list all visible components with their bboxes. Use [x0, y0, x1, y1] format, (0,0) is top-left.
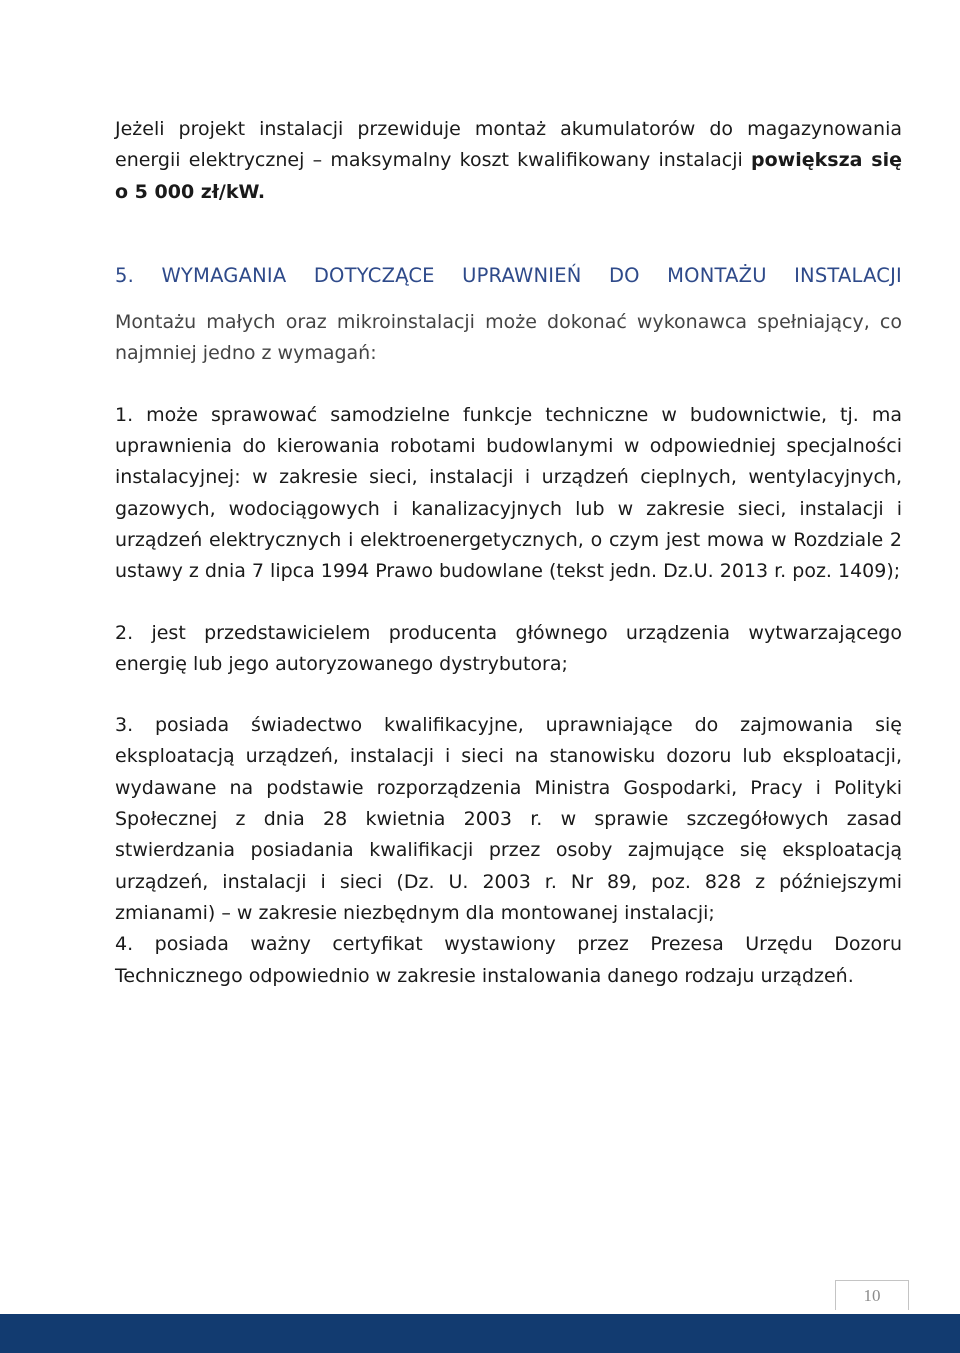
continuation-text: Jeżeli projekt instalacji przewiduje montaż akumulatorów do magazynowania energii elektrycznej – maksymalny koszt kwalifikowany instalacji [115, 118, 902, 172]
continuation-paragraph [115, 114, 902, 208]
section-number: 5. [115, 263, 135, 287]
section-heading-word: MONTAŻU [667, 263, 767, 287]
intro-paragraph: Montażu małych oraz mikroinstalacji może dokonać wykonawca spełniający, co najmniej jedno z wymagań: [115, 311, 902, 365]
requirement-item-2: 2. jest przedstawicielem producenta głównego urządzenia wytwarzającego energię lub jego autoryzowanego dystrybutora; [115, 621, 902, 675]
page-number-box [835, 1280, 909, 1310]
footer-bar [0, 1314, 960, 1353]
document-body [115, 114, 902, 992]
section-heading [115, 260, 902, 291]
continuation-bold-text: powiększa się o 5 000 zł/kW. [115, 149, 902, 203]
requirement-item-1: 1. może sprawować samodzielne funkcje techniczne w budownictwie, tj. ma uprawnienia do kierowania robotami budowlanymi w odpowiedniej specjalności instalacyjnej: w zakresie sieci, instalacji i urządzeń cieplnych, wentylacyjnych, gazowych, wodociągowych i kanalizacyjnych lub w zakresie sieci, instalacji i urządzeń elektrycznych i elektroenergetycznych, o czym jest mowa w Rozdziale 2 ustawy z dnia 7 lipca 1994 Prawo budowlane (tekst jedn. Dz.U. 2013 r. poz. 1409); [115, 403, 902, 583]
section-heading-word: DO [608, 263, 640, 287]
section-heading-word: UPRAWNIEŃ [462, 263, 582, 287]
section-heading-word: WYMAGANIA [161, 263, 287, 287]
page-number: 10 [863, 1286, 881, 1305]
requirement-item-3: 3. posiada świadectwo kwalifikacyjne, uprawniające do zajmowania się eksploatacją urządzeń, instalacji i sieci na stanowisku dozoru lub eksploatacji, wydawane na podstawie rozporządzenia Ministra Gospodarki, Pracy i Polityki Społecznej z dnia 28 kwietnia 2003 r. w sprawie szczegółowych zasad stwierdzania posiadania kwalifikacji przez osoby zajmujące się eksploatacją urządzeń, instalacji i sieci (Dz. U. 2003 r. Nr 89, poz. 828 z późniejszymi zmianami) – w zakresie niezbędnym dla montowanej instalacji; [115, 714, 902, 924]
requirement-item-4: 4. posiada ważny certyfikat wystawiony przez Prezesa Urzędu Dozoru Technicznego odpowiednio w zakresie instalowania danego rodzaju urządzeń. [115, 933, 902, 987]
section-heading-word: DOTYCZĄCE [313, 263, 435, 287]
section-heading-word: INSTALACJI [794, 263, 902, 287]
